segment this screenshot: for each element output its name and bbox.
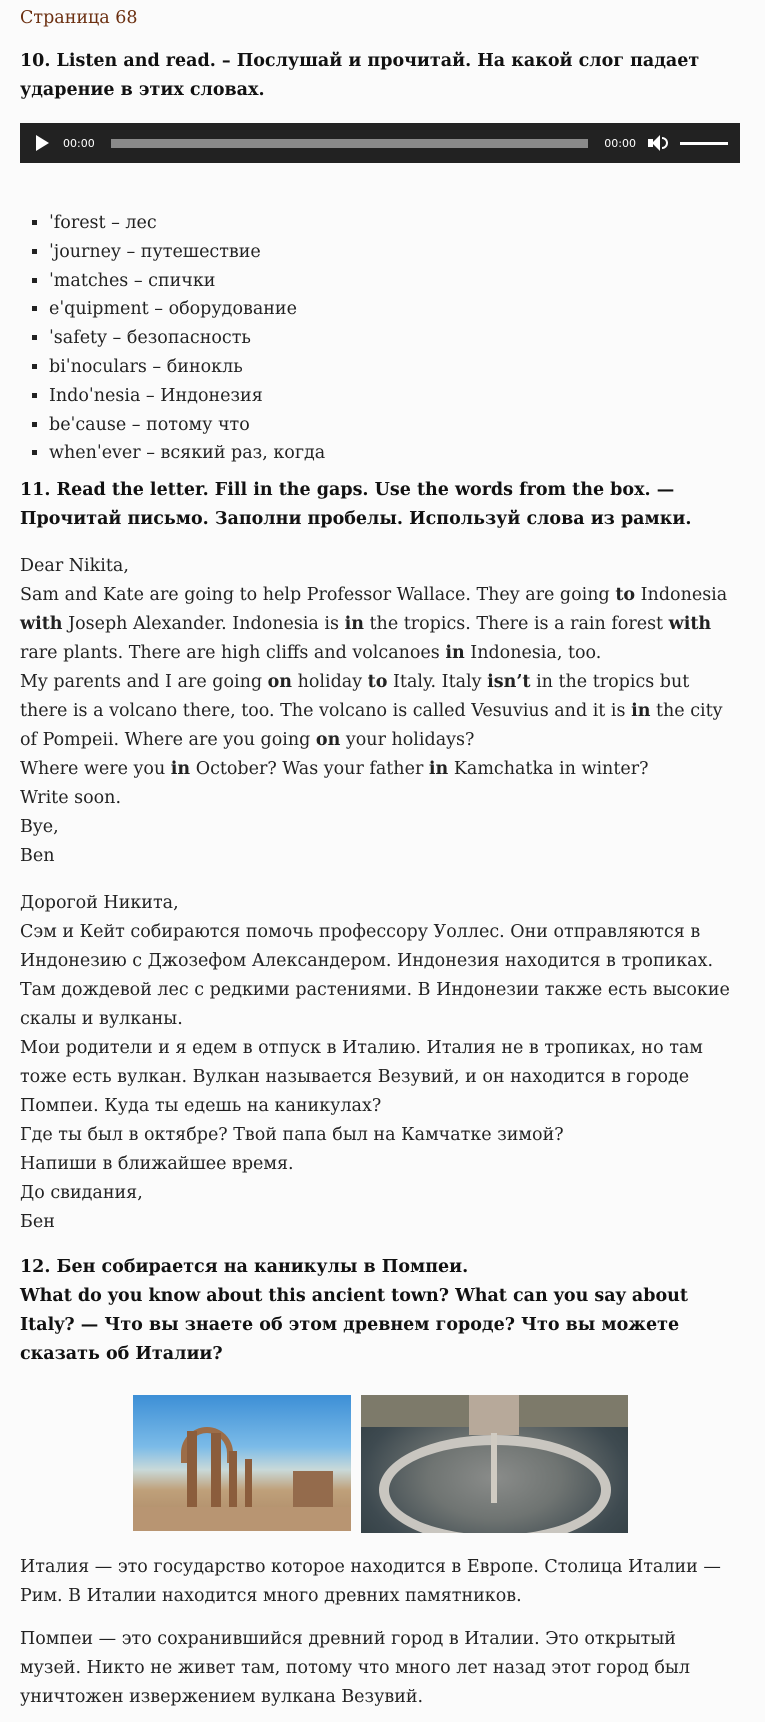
- letter-paragraph-1: Sam and Kate are going to help Professor Wallace. They are going to Indonesia with Joseph Alexander. Indonesia is in the tropics. There is a rain forest with rare plants. There are high cliffs and volcanoes in Indonesia, too.: [20, 585, 728, 664]
- volume-slider[interactable]: [680, 142, 728, 145]
- current-time: 00:00: [63, 136, 95, 150]
- paragraph-pompeii: Помпеи — это сохранившийся древний город в Италии. Это открытый музей. Никто не живет там, потому что много лет назад этот город был уничтожен извержением вулкана Везувий.: [20, 1629, 690, 1708]
- play-icon[interactable]: [36, 135, 49, 151]
- letter-ru-line: Мои родители и я едем в отпуск в Италию. Италия не в тропиках, но там тоже есть вулкан. Вулкан называется Везувий, и он находится в городе Помпеи. Куда ты едешь на каникулах?: [20, 1038, 703, 1117]
- letter-greeting: Dear Nikita,: [20, 556, 129, 577]
- list-item: ▪ biˈnoculars – бинокль: [49, 353, 741, 382]
- letter-signature: Ben: [20, 846, 55, 867]
- letter-ru-line: Напиши в ближайшее время.: [20, 1154, 294, 1175]
- text-pompeii: [20, 1625, 741, 1712]
- letter-russian: [20, 889, 741, 1237]
- duration-time: 00:00: [604, 136, 636, 150]
- task-12-heading: 12. Бен собирается на каникулы в Помпеи.: [20, 1257, 469, 1278]
- letter-ru-line: Дорогой Никита,: [20, 893, 179, 914]
- audio-player: [20, 123, 740, 163]
- letter-ru-line: Бен: [20, 1212, 55, 1233]
- list-item: ▪ whenˈever – всякий раз, когда: [49, 439, 741, 468]
- list-item: ▪ Indoˈnesia – Индонезия: [49, 382, 741, 411]
- paragraph-italy: Италия — это государство которое находится в Европе. Столица Италии — Рим. В Италии находится много древних памятников.: [20, 1557, 721, 1607]
- task-12-question: What do you know about this ancient town? What can you say about Italy? — Что вы знаете об этом древнем городе? Что вы можете сказать об Италии?: [20, 1286, 688, 1365]
- vocabulary-list: [20, 209, 741, 468]
- letter-english: [20, 552, 741, 871]
- task-10-heading: 10. Listen and read. – Послушай и прочитай. На какой слог падает ударение в этих словах.: [20, 51, 700, 100]
- letter-paragraph-3: Where were you in October? Was your father in Kamchatka in winter?: [20, 759, 649, 780]
- letter-ru-line: Где ты был в октябре? Твой папа был на Камчатке зимой?: [20, 1125, 564, 1146]
- list-item: ▪ eˈquipment – оборудование: [49, 295, 741, 324]
- list-item: ▪ beˈcause – потому что: [49, 411, 741, 440]
- list-item: ▪ ˈjourney – путешествие: [49, 238, 741, 267]
- list-item: ▪ ˈsafety – безопасность: [49, 324, 741, 353]
- letter-closing-1: Write soon.: [20, 788, 122, 809]
- pompeii-ruins-photo: [133, 1395, 351, 1531]
- photo-row: [20, 1395, 741, 1533]
- letter-closing-2: Bye,: [20, 817, 59, 838]
- task-11-heading: 11. Read the letter. Fill in the gaps. Use the words from the box. — Прочитай письмо. Заполни пробелы. Используй слова из рамки.: [20, 480, 692, 530]
- list-item: ▪ ˈforest – лес: [49, 209, 741, 238]
- progress-rail[interactable]: [111, 139, 589, 148]
- page-label: Страница 68: [20, 8, 138, 28]
- letter-ru-line: Сэм и Кейт собираются помочь профессору Уоллес. Они отправляются в Индонезию с Джозефом Александером. Индонезия находится в тропиках. Там дождевой лес с редкими растениями. В Индонезии также есть высокие скалы и вулканы.: [20, 922, 730, 1030]
- letter-ru-line: До свидания,: [20, 1183, 143, 1204]
- list-item: ▪ ˈmatches – спички: [49, 267, 741, 296]
- letter-paragraph-2: My parents and I are going on holiday to Italy. Italy isn’t in the tropics but there is a volcano there, too. The volcano is called Vesuvius and it is in the city of Pompeii. Where are you going on your holidays?: [20, 672, 723, 751]
- volume-icon[interactable]: [648, 135, 668, 151]
- st-peters-square-photo: [361, 1395, 628, 1533]
- text-italy: [20, 1553, 741, 1611]
